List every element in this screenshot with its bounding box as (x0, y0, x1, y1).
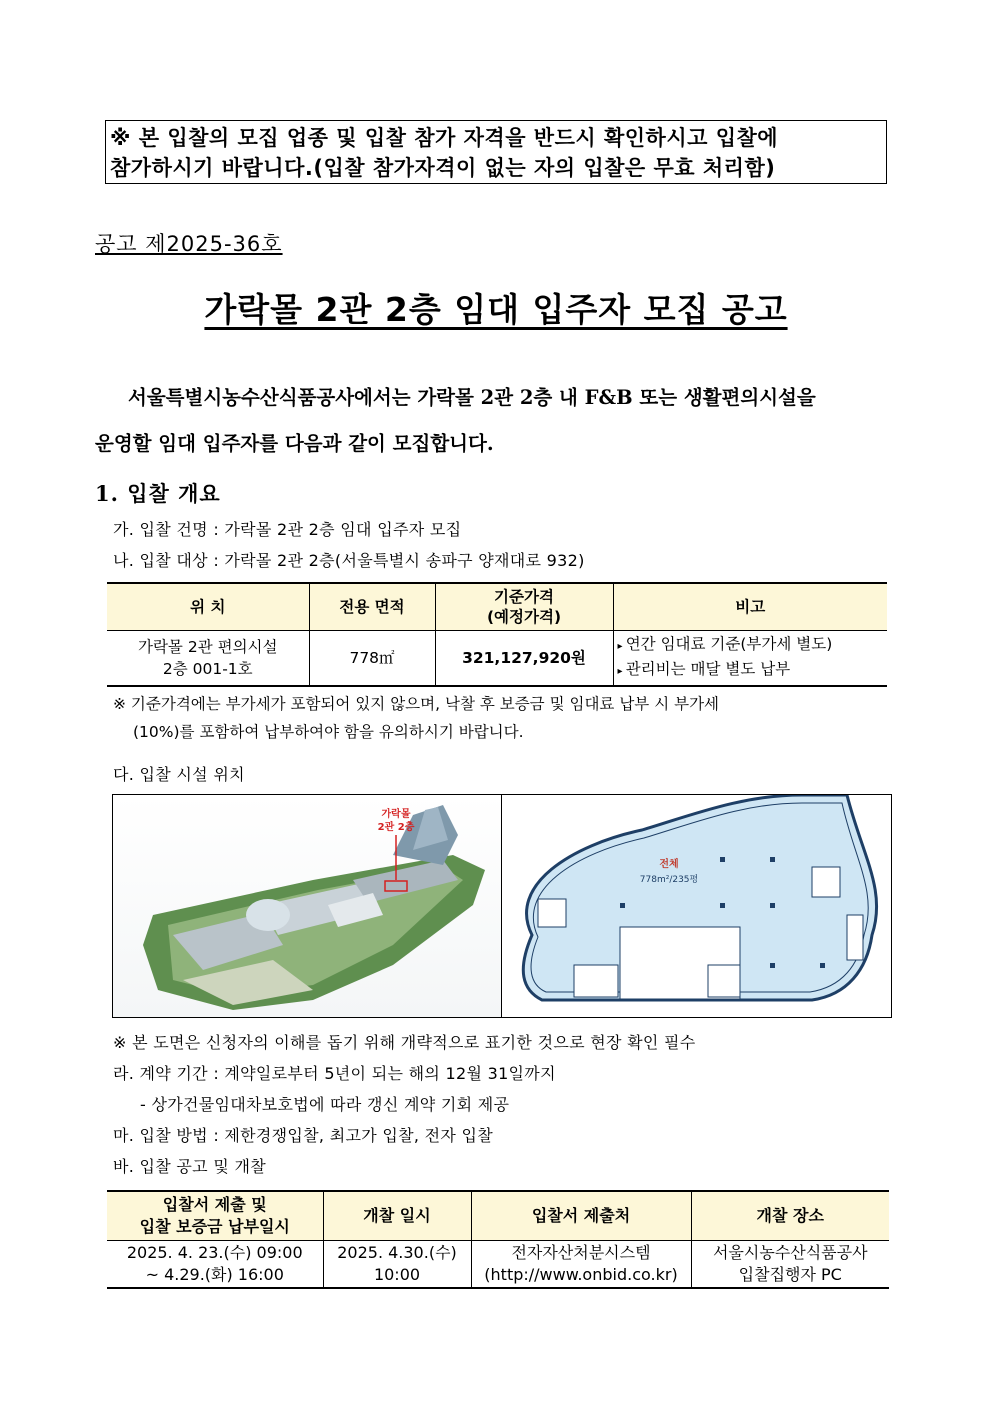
header-submission-period (107, 1191, 323, 1241)
item-bid-method: 마. 입찰 방법 : 제한경쟁입찰, 최고가 입찰, 전자 입찰 (113, 1126, 494, 1145)
page-title: 가락몰 2관 2층 임대 입주자 모집 공고 (204, 290, 788, 329)
target-table (107, 582, 887, 687)
cell-location (107, 631, 309, 687)
item-contract-renewal: - 상가건물임대차보호법에 따라 갱신 계약 기회 제공 (140, 1095, 510, 1114)
aerial-view-image (113, 795, 501, 1017)
header-submission-line-1: 입찰서 제출 및 (162, 1195, 267, 1214)
location-line-2: 2층 001-1호 (162, 660, 253, 678)
location-line-1: 가락몰 2관 편의시설 (137, 638, 278, 656)
header-submission-line-2: 입찰 보증금 납부일시 (139, 1217, 290, 1236)
header-area: 전용 면적 (309, 583, 435, 631)
item-bid-target: 나. 입찰 대상 : 가락몰 2관 2층(서울특별시 송파구 양재대로 932) (113, 551, 585, 570)
floor-plan-image (502, 795, 891, 1017)
item-facility-location: 다. 입찰 시설 위치 (113, 765, 245, 784)
intro-line-2: 운영할 임대 입주자를 다음과 같이 모집합니다. (95, 432, 494, 455)
aerial-label-line-2: 2관 2층 (377, 822, 415, 833)
item-bid-name: 가. 입찰 건명 : 가락몰 2관 2층 임대 입주자 모집 (113, 520, 462, 539)
open-date-line-1: 2025. 4.30.(수) (337, 1243, 457, 1262)
plan-label-line-1: 전체 (659, 859, 679, 870)
item-contract-period: 라. 계약 기간 : 계약일로부터 5년이 되는 해의 12월 31일까지 (113, 1064, 556, 1083)
vat-note-line-2: (10%)를 포함하여 납부하여야 함을 유의하시기 바랍니다. (133, 723, 524, 741)
onbid-link[interactable]: (http://www.onbid.co.kr) (484, 1265, 678, 1284)
item-bid-schedule: 바. 입찰 공고 및 개찰 (113, 1157, 266, 1176)
vat-note (113, 690, 903, 746)
period-line-1: 2025. 4. 23.(수) 09:00 (126, 1243, 303, 1262)
place-line-1: 서울시농수산식품공사 (712, 1243, 868, 1262)
document-number: 공고 제2025-36호 (95, 232, 283, 256)
aerial-label-line-1: 가락몰 (381, 809, 411, 820)
remark-line-1: ▸ 연간 임대료 기준(부가세 별도) (618, 633, 884, 658)
intro-paragraph (95, 375, 900, 467)
vat-note-line-1: ※ 기준가격에는 부가세가 포함되어 있지 않으며, 낙찰 후 보증금 및 임대료 납부 시 부가세 (113, 695, 720, 713)
cell-price: 321,127,920원 (435, 631, 613, 687)
cell-submit-to (471, 1241, 691, 1289)
intro-line-1: 서울특별시농수산식품공사에서는 가락몰 2관 2층 내 F&B 또는 생활편의시설을 (128, 386, 816, 409)
open-date-line-2: 10:00 (373, 1265, 421, 1284)
place-line-2: 입찰집행자 PC (738, 1265, 842, 1284)
header-location: 위 치 (107, 583, 309, 631)
table-row (107, 631, 887, 687)
header-remark: 비고 (613, 583, 887, 631)
cell-remark (613, 631, 887, 687)
header-opening-place: 개찰 장소 (691, 1191, 889, 1241)
plan-label-line-2: 778m²/235평 (639, 875, 699, 885)
schedule-table (107, 1190, 889, 1289)
header-opening-date: 개찰 일시 (323, 1191, 471, 1241)
cell-area: 778㎡ (309, 631, 435, 687)
figure-note: ※ 본 도면은 신청자의 이해를 돕기 위해 개략적으로 표기한 것으로 현장 확인 필수 (113, 1033, 696, 1052)
header-price: 기준가격 (예정가격) (435, 583, 613, 631)
period-line-2: ~ 4.29.(화) 16:00 (145, 1265, 284, 1284)
section-heading: 1. 입찰 개요 (95, 481, 221, 506)
notice-line-1: ※ 본 입찰의 모집 업종 및 입찰 참가 자격을 반드시 확인하시고 입찰에 (110, 126, 779, 150)
submit-line-1: 전자자산처분시스템 (511, 1243, 651, 1262)
remark-line-2: ▸ 관리비는 매달 별도 납부 (618, 658, 884, 683)
cell-opening-place (691, 1241, 889, 1289)
table-row (107, 1241, 889, 1289)
cell-submission-period (107, 1241, 323, 1289)
cell-opening-date (323, 1241, 471, 1289)
header-submit-to: 입찰서 제출처 (471, 1191, 691, 1241)
notice-line-2: 참가하시기 바랍니다.(입찰 참가자격이 없는 자의 입찰은 무효 처리함) (110, 156, 776, 180)
table-header-row (107, 583, 887, 631)
table-header-row (107, 1191, 889, 1241)
eligibility-notice-box (105, 120, 887, 184)
